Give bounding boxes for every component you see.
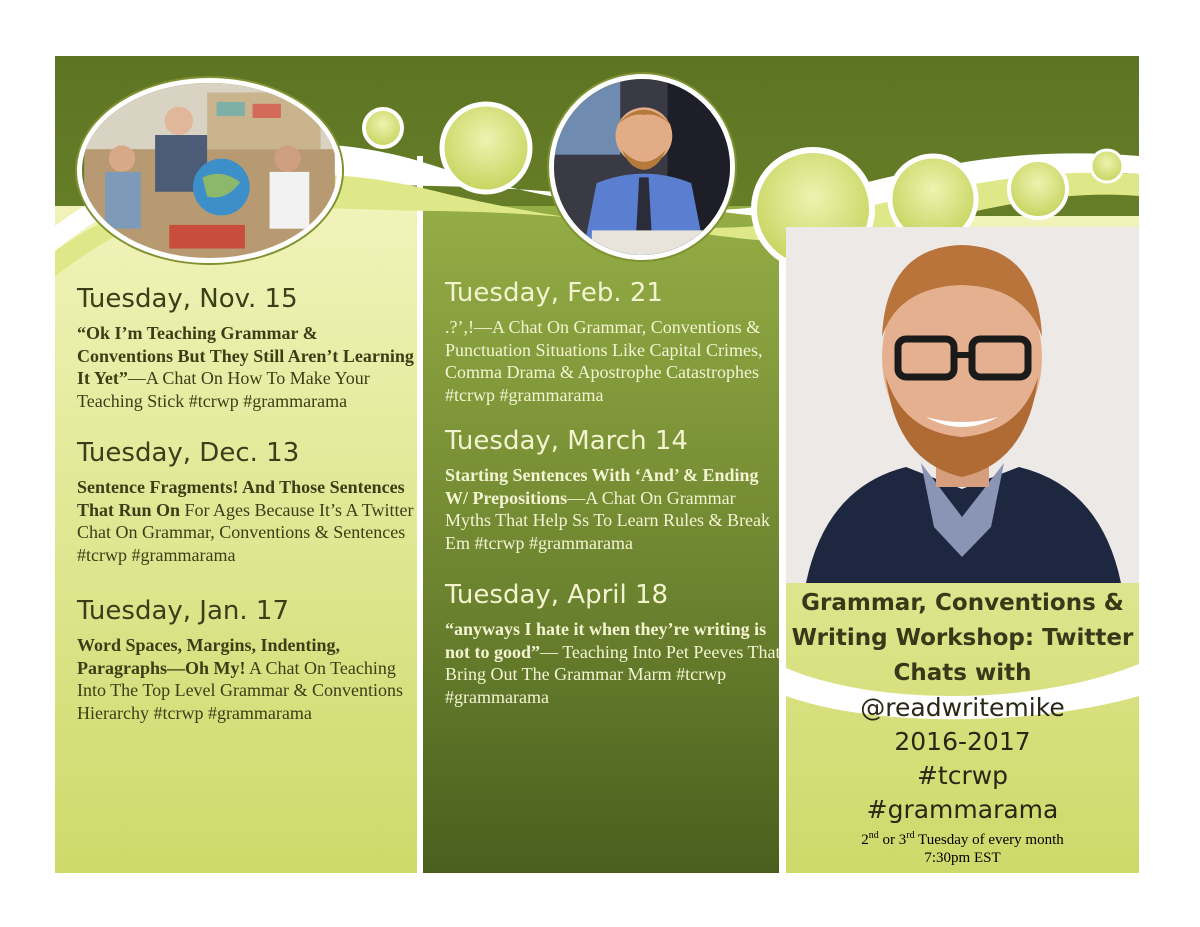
session-body: A Chat On Teaching Into The Top Level Grammar & Conventions Hierarchy #tcrwp #grammarama — [77, 657, 404, 723]
school-year: 2016-2017 — [894, 727, 1031, 756]
photo-icon — [82, 83, 337, 258]
session-description — [77, 322, 417, 412]
session-title: Word Spaces, Margins, Indenting, Paragraphs—Oh My! — [77, 635, 341, 678]
session-body: For Ages Because It’s A Twitter Chat On Grammar, Conventions & Sentences #tcrwp #grammarama — [77, 499, 414, 565]
session-description — [445, 316, 785, 406]
presenter-portrait — [786, 227, 1139, 583]
session-title: “Ok I’m Teaching Grammar & Conventions But They Still Aren’t Learning It Yet” — [77, 323, 414, 388]
session-body: —A Chat On Grammar Myths That Help Ss To Learn Rules & Break Em #tcrwp #grammarama — [445, 487, 771, 553]
session-description — [77, 634, 417, 724]
session-title: Starting Sentences With ‘And’ & Ending W/ Prepositions — [445, 465, 759, 508]
session-body: — Teaching Into Pet Peeves That Bring Out The Grammar Marm #tcrwp #grammarama — [445, 641, 781, 707]
twitter-handle: @readwritemike — [860, 693, 1065, 722]
session-date: Tuesday, Dec. 13 — [77, 438, 300, 468]
session-description — [77, 476, 417, 566]
session-description — [445, 618, 785, 708]
sidebar-title: Grammar, Conventions & Writing Workshop: Twitter Chats with — [791, 590, 1134, 686]
session-description — [445, 464, 785, 554]
session-title: “anyways I hate it when they’re writing is not to good” — [445, 619, 767, 662]
teacher-photo — [549, 74, 735, 260]
sidebar-info — [786, 586, 1139, 867]
session-march — [445, 426, 785, 554]
session-jan — [77, 596, 417, 724]
flyer — [55, 56, 1139, 873]
session-body: .?’,!—A Chat On Grammar, Conventions & Punctuation Situations Like Capital Crimes, Comma Drama & Apostrophe Catastrophes #tcrwp #grammarama — [445, 317, 763, 405]
schedule-num-2: 2 — [861, 832, 869, 848]
session-title: Sentence Fragments! And Those Sentences That Run On — [77, 477, 405, 520]
schedule-time: 7:30pm EST — [924, 850, 1001, 866]
session-body: —A Chat On How To Make Your Teaching Stick #tcrwp #grammarama — [77, 368, 370, 411]
hashtag-grammarama: #grammarama — [866, 795, 1059, 824]
schedule-or: or — [878, 832, 899, 848]
session-date: Tuesday, April 18 — [445, 580, 669, 610]
session-dec — [77, 438, 417, 566]
session-nov — [77, 284, 417, 412]
schedule-suffix-nd: nd — [868, 830, 879, 841]
session-feb — [445, 278, 785, 406]
photo-icon — [786, 227, 1139, 583]
session-date: Tuesday, Jan. 17 — [77, 596, 289, 626]
schedule-suffix-rd: rd — [906, 830, 915, 841]
session-date: Tuesday, Nov. 15 — [77, 284, 298, 314]
schedule-text — [786, 827, 1139, 849]
schedule-num-3: 3 — [898, 832, 907, 848]
schedule-rest: Tuesday of every month — [914, 832, 1064, 848]
photo-icon — [554, 79, 730, 255]
session-date: Tuesday, Feb. 21 — [445, 278, 663, 308]
hashtag-tcrwp: #tcrwp — [916, 761, 1009, 790]
left-sessions-column — [77, 284, 417, 724]
session-april — [445, 580, 785, 708]
session-date: Tuesday, March 14 — [445, 426, 688, 456]
classroom-photo — [77, 78, 342, 263]
middle-sessions-column — [445, 278, 785, 708]
